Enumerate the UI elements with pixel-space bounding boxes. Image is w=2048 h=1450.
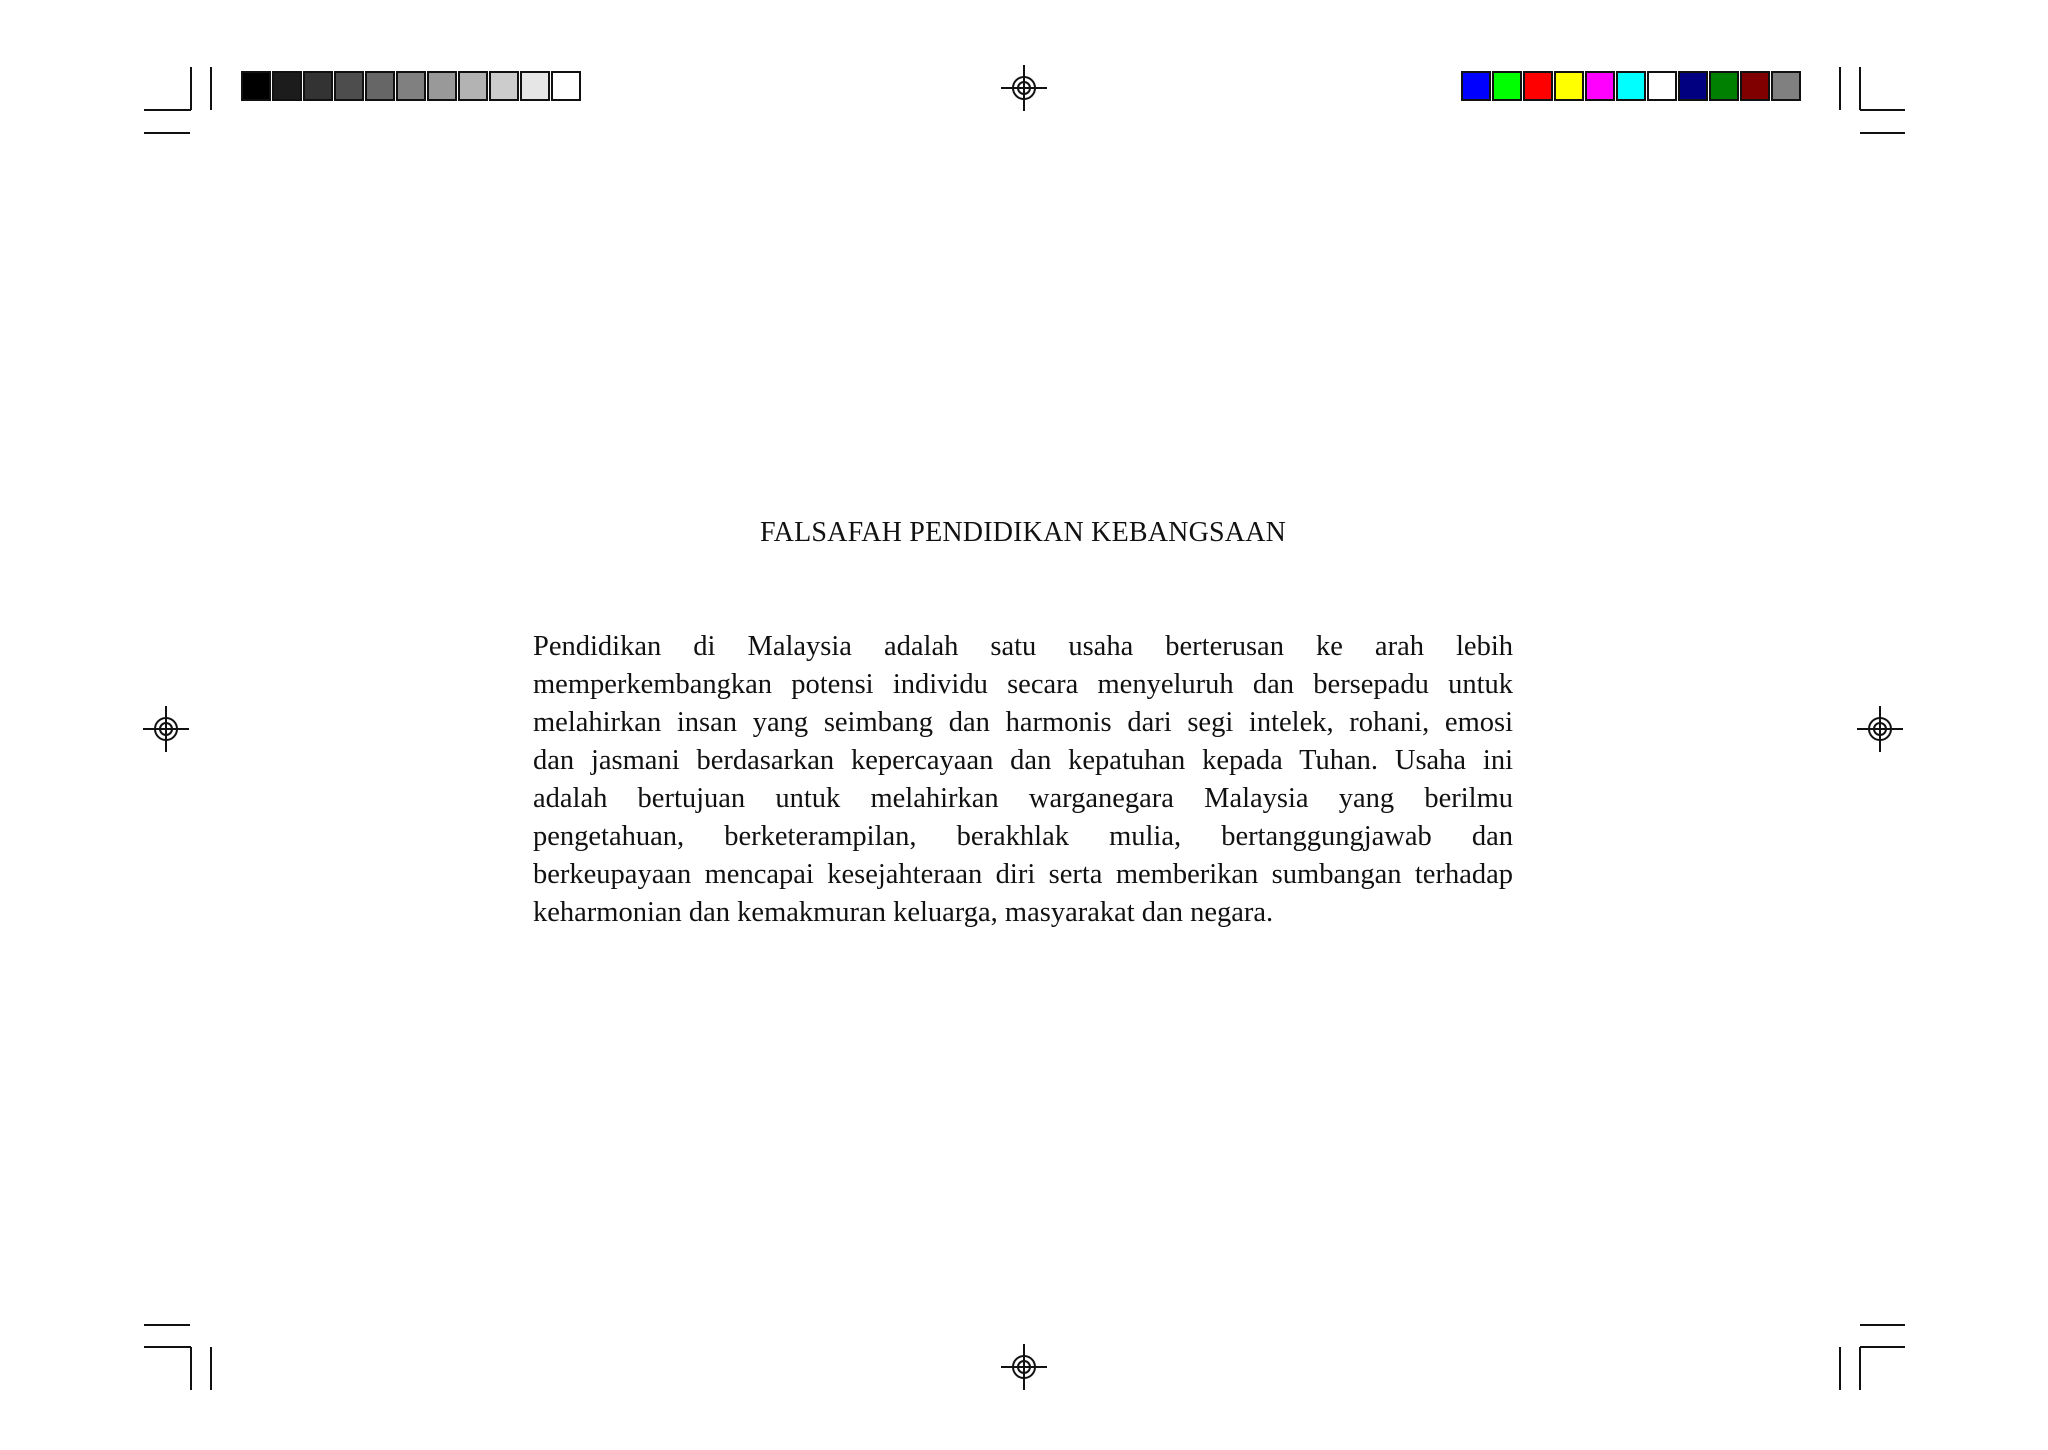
crop-mark-top-right [1840, 67, 1905, 133]
calibration-swatch [489, 71, 519, 101]
calibration-swatch [1647, 71, 1677, 101]
calibration-swatch [427, 71, 457, 101]
calibration-swatch [272, 71, 302, 101]
calibration-swatch [303, 71, 333, 101]
body-line: adalah bertujuan untuk melahirkan warganegara Malaysia yang berilmu [533, 783, 1513, 814]
calibration-swatch [1740, 71, 1770, 101]
crop-mark-bottom-left [144, 1325, 211, 1390]
calibration-swatch [520, 71, 550, 101]
crop-mark-bottom-right [1840, 1325, 1905, 1390]
calibration-swatch [241, 71, 271, 101]
calibration-swatch [334, 71, 364, 101]
registration-target-right [1857, 706, 1903, 752]
calibration-swatch [1492, 71, 1522, 101]
registration-target-bottom [1001, 1344, 1047, 1390]
document-body [533, 628, 1513, 932]
grayscale-calibration-bar [241, 71, 582, 101]
body-line: keharmonian dan kemakmuran keluarga, masyarakat dan negara. [533, 897, 1274, 928]
calibration-swatch [458, 71, 488, 101]
registration-target-top [1001, 65, 1047, 111]
calibration-swatch [1771, 71, 1801, 101]
calibration-swatch [396, 71, 426, 101]
crop-mark-top-left [144, 67, 211, 133]
calibration-swatch [1461, 71, 1491, 101]
calibration-swatch [1523, 71, 1553, 101]
calibration-swatch [365, 71, 395, 101]
body-line: melahirkan insan yang seimbang dan harmonis dari segi intelek, rohani, emosi [533, 707, 1513, 738]
calibration-swatch [551, 71, 581, 101]
calibration-swatch [1709, 71, 1739, 101]
calibration-swatch [1585, 71, 1615, 101]
calibration-swatch [1616, 71, 1646, 101]
body-line: memperkembangkan potensi individu secara menyeluruh dan bersepadu untuk [533, 669, 1513, 700]
document-title: FALSAFAH PENDIDIKAN KEBANGSAAN [759, 517, 1287, 548]
body-line: pengetahuan, berketerampilan, berakhlak mulia, bertanggungjawab dan [533, 821, 1513, 852]
registration-target-left [143, 706, 189, 752]
body-line: berkeupayaan mencapai kesejahteraan diri serta memberikan sumbangan terhadap [533, 859, 1513, 890]
calibration-swatch [1554, 71, 1584, 101]
body-line: Pendidikan di Malaysia adalah satu usaha berterusan ke arah lebih [533, 631, 1513, 662]
calibration-swatch [1678, 71, 1708, 101]
body-line: dan jasmani berdasarkan kepercayaan dan kepatuhan kepada Tuhan. Usaha ini [533, 745, 1513, 776]
color-calibration-bar [1461, 71, 1802, 101]
